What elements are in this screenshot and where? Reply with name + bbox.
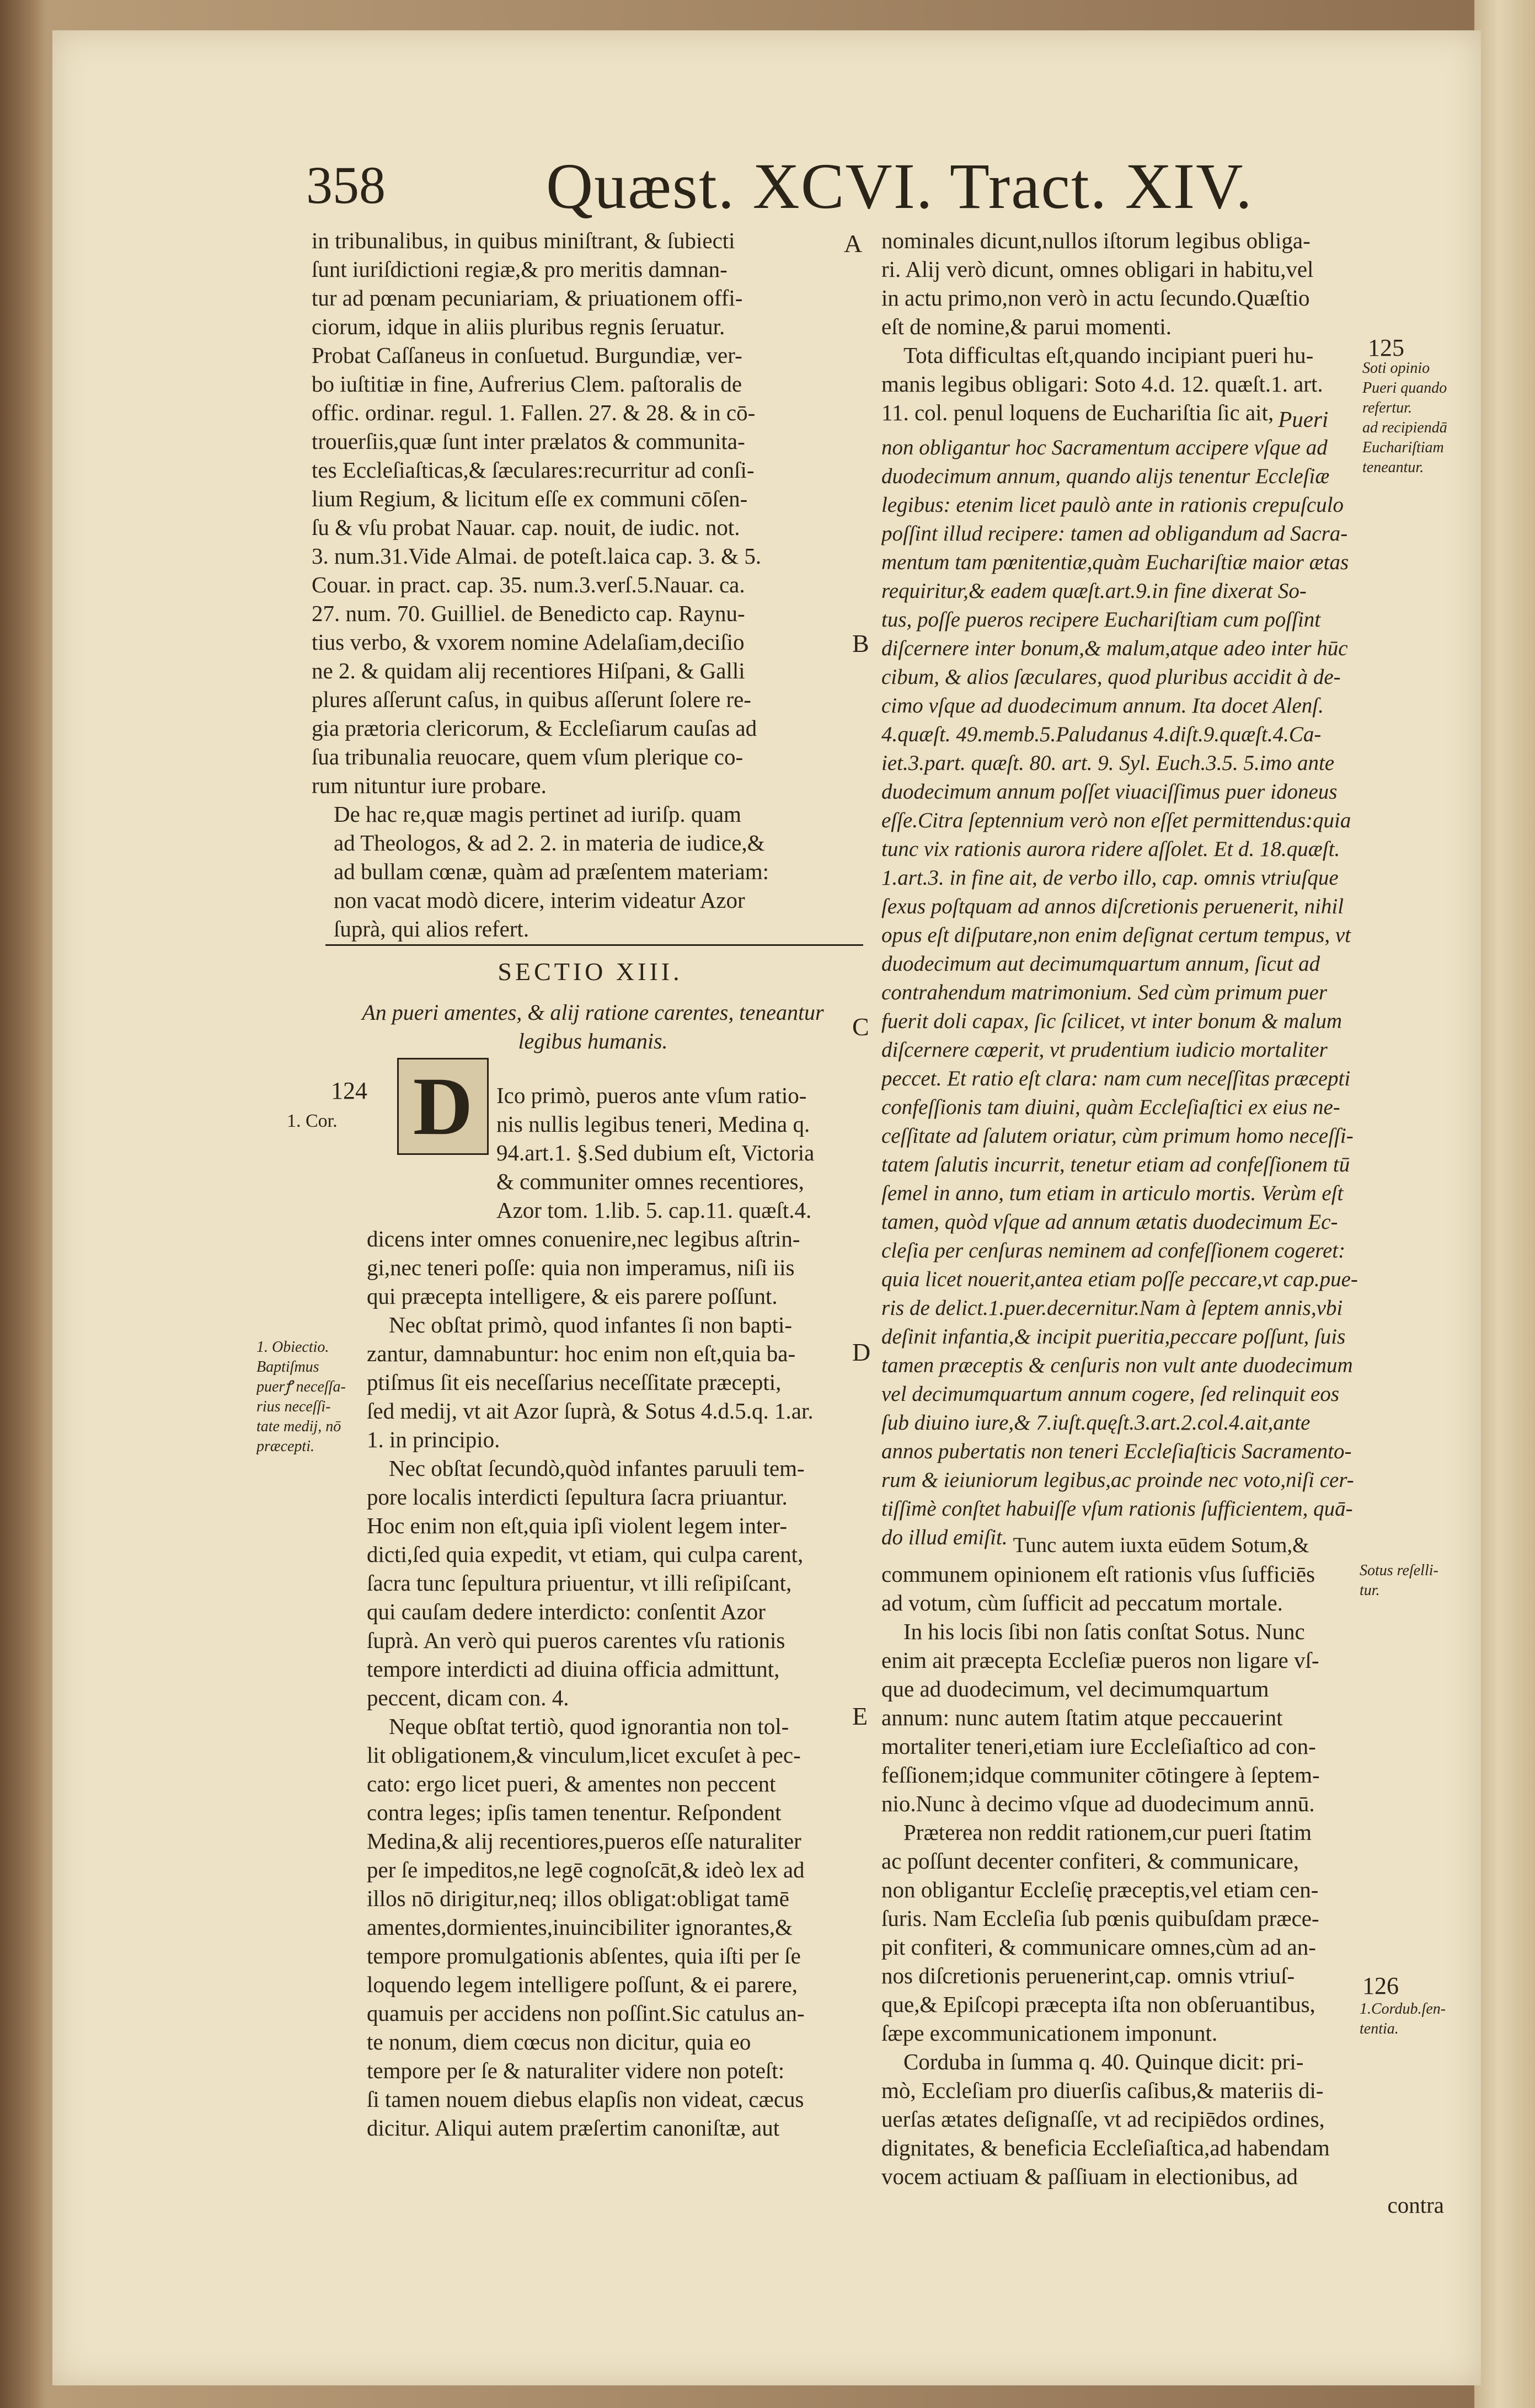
note-line: tate medij, nō [256, 1418, 341, 1435]
text-line: 94.art.1. §.Sed dubium eſt, Victoria [496, 1140, 815, 1165]
text-line: cimo vſque ad duodecimum annum. Ita docet Alenſ. [881, 694, 1324, 718]
text-line: ſua tribunalia reuocare, quem vſum plerique co- [312, 744, 744, 769]
text-line: ſuprà, qui alios refert. [334, 916, 530, 941]
text-line: opus eſt diſputare,non enim deſignat certum tempus, vt [881, 923, 1351, 947]
text-line: dicitur. Aliqui autem præſertim canoniſtæ, aut [367, 2115, 780, 2141]
text-line: uerſas ætates deſignaſſe, vt ad recipiēdos ordines, [881, 2106, 1325, 2132]
text-line: duodecimum aut decimumquartum annum, ſicut ad [881, 952, 1320, 976]
text-line: do illud emiſit. [881, 1526, 1008, 1549]
right-column [881, 226, 1444, 2219]
text-line: dignitates, & beneficia Eccleſiaſtica,ad habendam [881, 2135, 1330, 2160]
text-run: Tunc autem iuxta eūdem Sotum,& [1013, 1533, 1309, 1557]
text-line: amentes,dormientes,inuincibiliter ignorantes,& [367, 1914, 793, 1940]
text-line: tur ad pœnam pecuniariam, & priuationem offi- [312, 285, 743, 311]
note-line: tur. [1360, 1582, 1380, 1599]
text-line: Corduba in ſumma q. 40. Quinque dicit: pri- [903, 2049, 1304, 2074]
section-letter-d: D [852, 1338, 871, 1366]
text-line: fuerit doli capax, ſic ſcilicet, vt inter bonum & malum [881, 1009, 1343, 1033]
note-line: tentia. [1360, 2020, 1399, 2037]
text-line: ri. Alij verò dicunt, omnes obligari in habitu,vel [881, 256, 1314, 282]
text-line: legibus: etenim licet paulò ante in rationis crepuſculo [881, 493, 1344, 517]
section-letter-e: E [852, 1702, 868, 1730]
page-header [0, 149, 1535, 226]
text-line: ciorum, idque in aliis pluribus regnis ſeruatur. [312, 314, 725, 339]
text-line: non obligantur hoc Sacramentum accipere vſque ad [881, 436, 1328, 459]
text-line: vocem actiuam & paſſiuam in electionibus, ad [881, 2164, 1298, 2189]
left-para-3-indented [496, 1081, 871, 1224]
text-line: contrahendum matrimonium. Sed cùm primum puer [881, 981, 1328, 1004]
text-line: pore localis interdicti ſepultura ſacra priuantur. [367, 1484, 788, 1510]
text-line: ad Theologos, & ad 2. 2. in materia de iudice,& [334, 830, 765, 855]
text-line: ne 2. & quidam alij recentiores Hiſpani, & Galli [312, 658, 745, 683]
note-line: puerꝭ neceſſa- [256, 1378, 346, 1395]
text-line: illos nō dirigitur,neq; illos obligat:obligat tamē [367, 1886, 789, 1911]
text-line: Nec obſtat primò, quod infantes ſi non bapti- [389, 1312, 793, 1337]
note-line: ad recipiendā [1362, 419, 1447, 436]
text-line: rum nituntur iure probare. [312, 773, 547, 798]
text-line: tempore promulgationis abſentes, quia iſti per ſe [367, 1943, 801, 1968]
margin-note-corduba [1360, 1999, 1475, 2039]
text-line: tiſſimè conſtet habuiſſe vſum rationis ſufficientem, quā- [881, 1497, 1353, 1521]
text-line: tus, poſſe pueros recipere Euchariſtiam cum poſſint [881, 608, 1321, 632]
text-line: Nec obſtat ſecundò,quòd infantes paruuli tem- [389, 1455, 805, 1481]
text-line: vel decimumquartum annum cogere, ſed relinquit eos [881, 1382, 1340, 1406]
margin-note-sotus [1360, 1561, 1475, 1601]
text-line: in actu primo,non verò in actu ſecundo.Quæſtio [881, 285, 1310, 311]
text-line: qui cauſam dedere interdicto: conſentit Azor [367, 1599, 766, 1624]
text-line: ad bullam cœnæ, quàm ad præſentem materiam: [334, 859, 769, 884]
note-line: præcepti. [256, 1438, 314, 1455]
text-line: & communiter omnes recentiores, [496, 1169, 804, 1194]
text-line: gia prætoria clericorum, & Eccleſiarum cauſas ad [312, 715, 757, 741]
text-line: nominales dicunt,nullos iſtorum legibus obliga- [881, 228, 1311, 253]
text-line: tatem ſalutis incurrit, tenetur etiam ad confeſſionem tū [881, 1153, 1350, 1176]
text-line: diſcernere cœperit, vt prudentium iudicio mortaliter [881, 1038, 1328, 1062]
text-line: mentum tam pœnitentiæ,quàm Euchariſtiæ maior ætas [881, 550, 1349, 574]
text-line: tes Eccleſiaſticas,& ſæculares:recurritur ad conſi- [312, 457, 755, 483]
text-line: nis nullis legibus teneri, Medina q. [496, 1111, 810, 1137]
text-line: Probat Caſſaneus in conſuetud. Burgundiæ, ver- [312, 343, 742, 368]
text-line: non obligantur Eccleſię præceptis,vel etiam cen- [881, 1877, 1319, 1902]
text-line: Hoc enim non eſt,quia ipſi violent legem inter- [367, 1513, 788, 1538]
text-line: communem opinionem eſt rationis vſus ſufficiēs [881, 1561, 1315, 1587]
text-line: enim ait præcepta Eccleſiæ pueros non ligare vſ- [881, 1647, 1319, 1673]
text-line: ſed medij, vt ait Azor ſuprà, & Sotus 4.d.5.q. 1.ar. [367, 1398, 814, 1424]
text-line: tempore per ſe & naturaliter videre non poteſt: [367, 2058, 785, 2083]
text-line: qui præcepta intelligere, & eis parere poſſunt. [367, 1283, 778, 1309]
section-title: SECTIO XIII. [498, 957, 683, 986]
text-line: poſſint illud recipere: tamen ad obligandum ad Sacra- [881, 522, 1348, 545]
text-line: te nonum, diem cœcus non dicitur, quia eo [367, 2029, 751, 2054]
text-line: iet.3.part. quæſt. 80. art. 9. Syl. Euch.3.5. 5.imo ante [881, 751, 1335, 775]
running-head: Quæst. XCVI. Tract. XIV. [546, 150, 1253, 222]
section-letter-a: A [844, 229, 863, 258]
text-line: confeſſionis tam diuini, quàm Eccleſiaſtici ex eius ne- [881, 1095, 1340, 1119]
text-line: ad votum, cùm ſufficit ad peccatum mortale. [881, 1590, 1283, 1615]
text-line: ceſſitate ad ſalutem oriatur, cùm primum homo neceſſi- [881, 1124, 1354, 1148]
text-line: manis legibus obligari: Soto 4.d. 12. quæſt.1. art. [881, 371, 1323, 397]
initial-letter: D [413, 1061, 473, 1152]
text-line: ſexus poſtquam ad annos diſcretionis peruenerit, nihil [881, 895, 1344, 918]
section-letter-c: C [852, 1013, 869, 1041]
text-line: peccent, dicam con. 4. [367, 1685, 569, 1710]
text-line: tamen, quòd vſque ad annum ætatis duodecimum Ec- [881, 1210, 1338, 1234]
text-line: ſæpe excommunicationem imponunt. [881, 2020, 1218, 2046]
text-line: 4.quæſt. 49.memb.5.Paludanus 4.diſt.9.quæſt.4.Ca- [881, 723, 1322, 746]
text-line: Medina,& alij recentiores,pueros eſſe naturaliter [367, 1828, 801, 1854]
note-line: Euchariſtiam [1362, 439, 1444, 456]
text-line: Præterea non reddit rationem,cur pueri ſtatim [903, 1820, 1312, 1845]
note-line: 1. Obiectio. [256, 1339, 329, 1356]
text-line: 1.art.3. in fine ait, de verbo illo, cap. omnis vtriuſque [881, 866, 1339, 890]
note-line: Baptiſmus [256, 1358, 319, 1376]
margin-number-125: 125 [1368, 334, 1404, 361]
text-line: eſſe.Citra ſeptennium verò non eſſet permittendus:quia [881, 809, 1351, 832]
text-line: trouerſiis,quæ ſunt inter prælatos & communita- [312, 429, 745, 454]
text-line: Neque obſtat tertiò, quod ignorantia non tol- [389, 1714, 789, 1739]
text-line: mò, Eccleſiam pro diuerſis caſibus,& materiis di- [881, 2078, 1324, 2103]
left-para-1 [312, 226, 869, 800]
left-column [312, 226, 869, 943]
margin-number-126: 126 [1362, 1972, 1399, 1999]
margin-note-cor: 1. Cor. [287, 1111, 338, 1131]
text-line: deſinit infantia,& incipit pueritia,peccare poſſunt, ſuis [881, 1325, 1346, 1349]
text-line: nio.Nunc à decimo vſque ad duodecimum annū. [881, 1791, 1315, 1816]
text-line: cleſia per cenſuras neminem ad confeſſionem cogeret: [881, 1239, 1346, 1262]
quoted-italic-passage [881, 434, 1444, 1560]
note-line: rius neceſſi- [256, 1398, 331, 1415]
text-line: 1. in principio. [367, 1427, 500, 1452]
text-line: per ſe impeditos,ne legē cognoſcāt,& ideò lex ad [367, 1857, 805, 1882]
text-line: tamen præceptis & cenſuris non vult ante duodecimum [881, 1353, 1353, 1377]
decorated-initial [397, 1058, 489, 1155]
page-number: 358 [306, 156, 386, 215]
text-line: ſunt iuriſdictioni regiæ,& pro meritis damnan- [312, 256, 728, 282]
text-line: requiritur,& eadem quæſt.art.9.in fine dixerat So- [881, 579, 1307, 603]
text-line: mortaliter teneri,etiam iure Eccleſiaſtico ad con- [881, 1733, 1316, 1759]
note-line: 1.Cordub.ſen- [1360, 2000, 1446, 2018]
text-line: contra [1387, 2192, 1444, 2218]
section-subtitle: An pueri amentes, & alij ratione carentes, teneantur legibus humanis. [362, 1000, 824, 1053]
text-line: quamuis per accidens non poſſint.Sic catulus an- [367, 2000, 805, 2026]
text-line: annos pubertatis non teneri Eccleſiaſticis Sacramento- [881, 1440, 1352, 1463]
text-line: ris de delict.1.puer.decernitur.Nam à ſeptem annis,vbi [881, 1296, 1343, 1320]
text-line: que ad duodecimum, vel decimumquartum [881, 1676, 1269, 1701]
note-line: Pueri quando [1362, 379, 1447, 397]
text-line: que,& Epiſcopi præcepta iſta non obſeruantibus, [881, 1992, 1315, 2017]
text-line: zantur, damnabuntur: hoc enim non eſt,quia ba- [367, 1341, 796, 1366]
text-line: gi,nec teneri poſſe: quia non imperamus, niſi iis [367, 1255, 795, 1280]
note-line: refertur. [1362, 399, 1412, 416]
text-line: ptiſmus ſit eis neceſſarius neceſſitate præcepti, [367, 1369, 782, 1395]
text-line: non vacat modò dicere, interim videatur Azor [334, 887, 745, 913]
text-line: rum & ieiuniorum legibus,ac proinde nec voto,niſi cer- [881, 1468, 1354, 1492]
text-line: ſuprà. An verò qui pueros carentes vſu rationis [367, 1628, 785, 1653]
text-line: In his locis ſibi non ſatis conſtat Sotus. Nunc [903, 1619, 1305, 1644]
text-line: contra leges; ipſis tamen tenentur. Reſpondent [367, 1800, 782, 1825]
note-line: Soti opinio [1362, 360, 1430, 377]
text-line: 27. num. 70. Guilliel. de Benedicto cap. Raynu- [312, 601, 745, 626]
text-line: loquendo legem intelligere poſſunt, & ei parere, [367, 1972, 798, 1997]
text-line: ac poſſunt decenter confiteri, & communicare, [881, 1848, 1299, 1874]
margin-note-obiectio [256, 1337, 356, 1457]
left-body-lower [367, 1224, 869, 2142]
margin-note-soti [1362, 358, 1478, 478]
section-letter-b: B [852, 629, 869, 657]
text-line: Couar. in pract. cap. 35. num.3.verſ.5.Nauar. ca. [312, 572, 745, 597]
text-line: 11. col. penul loquens de Euchariſtia ſic ait, [881, 400, 1274, 425]
text-line: lit obligationem,& vinculum,licet excuſet à pec- [367, 1742, 801, 1768]
next-page-edge [1474, 0, 1535, 2408]
text-line: Tota difficultas eſt,quando incipiant pueri hu- [903, 343, 1314, 368]
text-line: ſu & vſu probat Nauar. cap. nouit, de iudic. not. [312, 515, 740, 540]
text-line: ſub diuino iure,& 7.iuſt.quęſt.3.art.2.col.4.ait,ante [881, 1411, 1311, 1435]
text-line: duodecimum annum, quando alijs tenentur Eccleſiæ [881, 464, 1330, 488]
text-line: ſuris. Nam Eccleſia ſub pœnis quibuſdam præce- [881, 1906, 1319, 1931]
margin-number-124: 124 [331, 1077, 367, 1104]
text-line: feſſionem;idque communiter cōtingere à ſeptem- [881, 1762, 1320, 1788]
text-line: ſacra tunc ſepultura priuentur, vt illi reſipiſcant, [367, 1570, 792, 1596]
text-line: cibum, & alios ſæculares, quod pluribus accidit à de- [881, 665, 1341, 689]
left-para-2 [312, 800, 869, 943]
text-line: diſcernere inter bonum,& malum,atque adeo inter hūc [881, 636, 1348, 660]
text-line: nos diſcretionis peruenerint,cap. omnis vtriuſ- [881, 1963, 1295, 1988]
text-line: ſemel in anno, tum etiam in articulo mortis. Verùm eſt [881, 1181, 1344, 1205]
text-line: duodecimum annum poſſet viuaciſſimus puer idoneus [881, 780, 1338, 804]
text-line: plures aſſerunt caſus, in quibus aſſerunt ſolere re- [312, 687, 751, 712]
text-line: quia licet nouerit,antea etiam poſſe peccare,vt cap.pue- [881, 1267, 1358, 1291]
text-line: dicti,ſed quia expedit, vt etiam, qui culpa carent, [367, 1542, 804, 1567]
text-line: annum: nunc autem ſtatim atque peccauerint [881, 1705, 1283, 1730]
text-line: 3. num.31.Vide Almai. de poteſt.laica cap. 3. & 5. [312, 543, 762, 569]
text-line: dicens inter omnes conuenire,nec legibus aſtrin- [367, 1226, 800, 1251]
text-line: eſt de nomine,& parui momenti. [881, 314, 1172, 339]
text-line: De hac re,quæ magis pertinet ad iuriſp. quam [334, 801, 741, 827]
note-line: Sotus reſelli- [1360, 1562, 1438, 1579]
text-line: tius verbo, & vxorem nomine Adelaſiam,deciſio [312, 629, 745, 655]
note-line: teneantur. [1362, 459, 1424, 476]
text-line: in tribunalibus, in quibus miniſtrant, & ſubiecti [312, 228, 735, 253]
text-line: tunc vix rationis aurora ridere aſſolet. Et d. 18.quæſt. [881, 837, 1340, 861]
text-line: Ico primò, pueros ante vſum ratio- [496, 1083, 807, 1108]
text-line: cato: ergo licet pueri, & amentes non peccent [367, 1771, 776, 1796]
text-line: offic. ordinar. regul. 1. Fallen. 27. & 28. & in cō- [312, 400, 756, 425]
text-line: pit confiteri, & communicare omnes,cùm ad an- [881, 1934, 1316, 1960]
text-line: peccet. Et ratio eſt clara: nam cum neceſſitas præcepti [881, 1067, 1351, 1090]
text-line: ſi tamen nouem diebus elapſis non videat, cæcus [367, 2086, 804, 2112]
text-line: tempore interdicti ad diuina officia admittunt, [367, 1656, 780, 1682]
text-line: Azor tom. 1.lib. 5. cap.11. quæſt.4. [496, 1197, 812, 1223]
text-line: lium Regium, & licitum eſſe ex communi cōſen- [312, 486, 748, 511]
italic-word: Pueri [1278, 406, 1329, 432]
text-line: bo iuſtitiæ in fine, Aufrerius Clem. paſtoralis de [312, 371, 742, 397]
section-rule [325, 944, 863, 946]
